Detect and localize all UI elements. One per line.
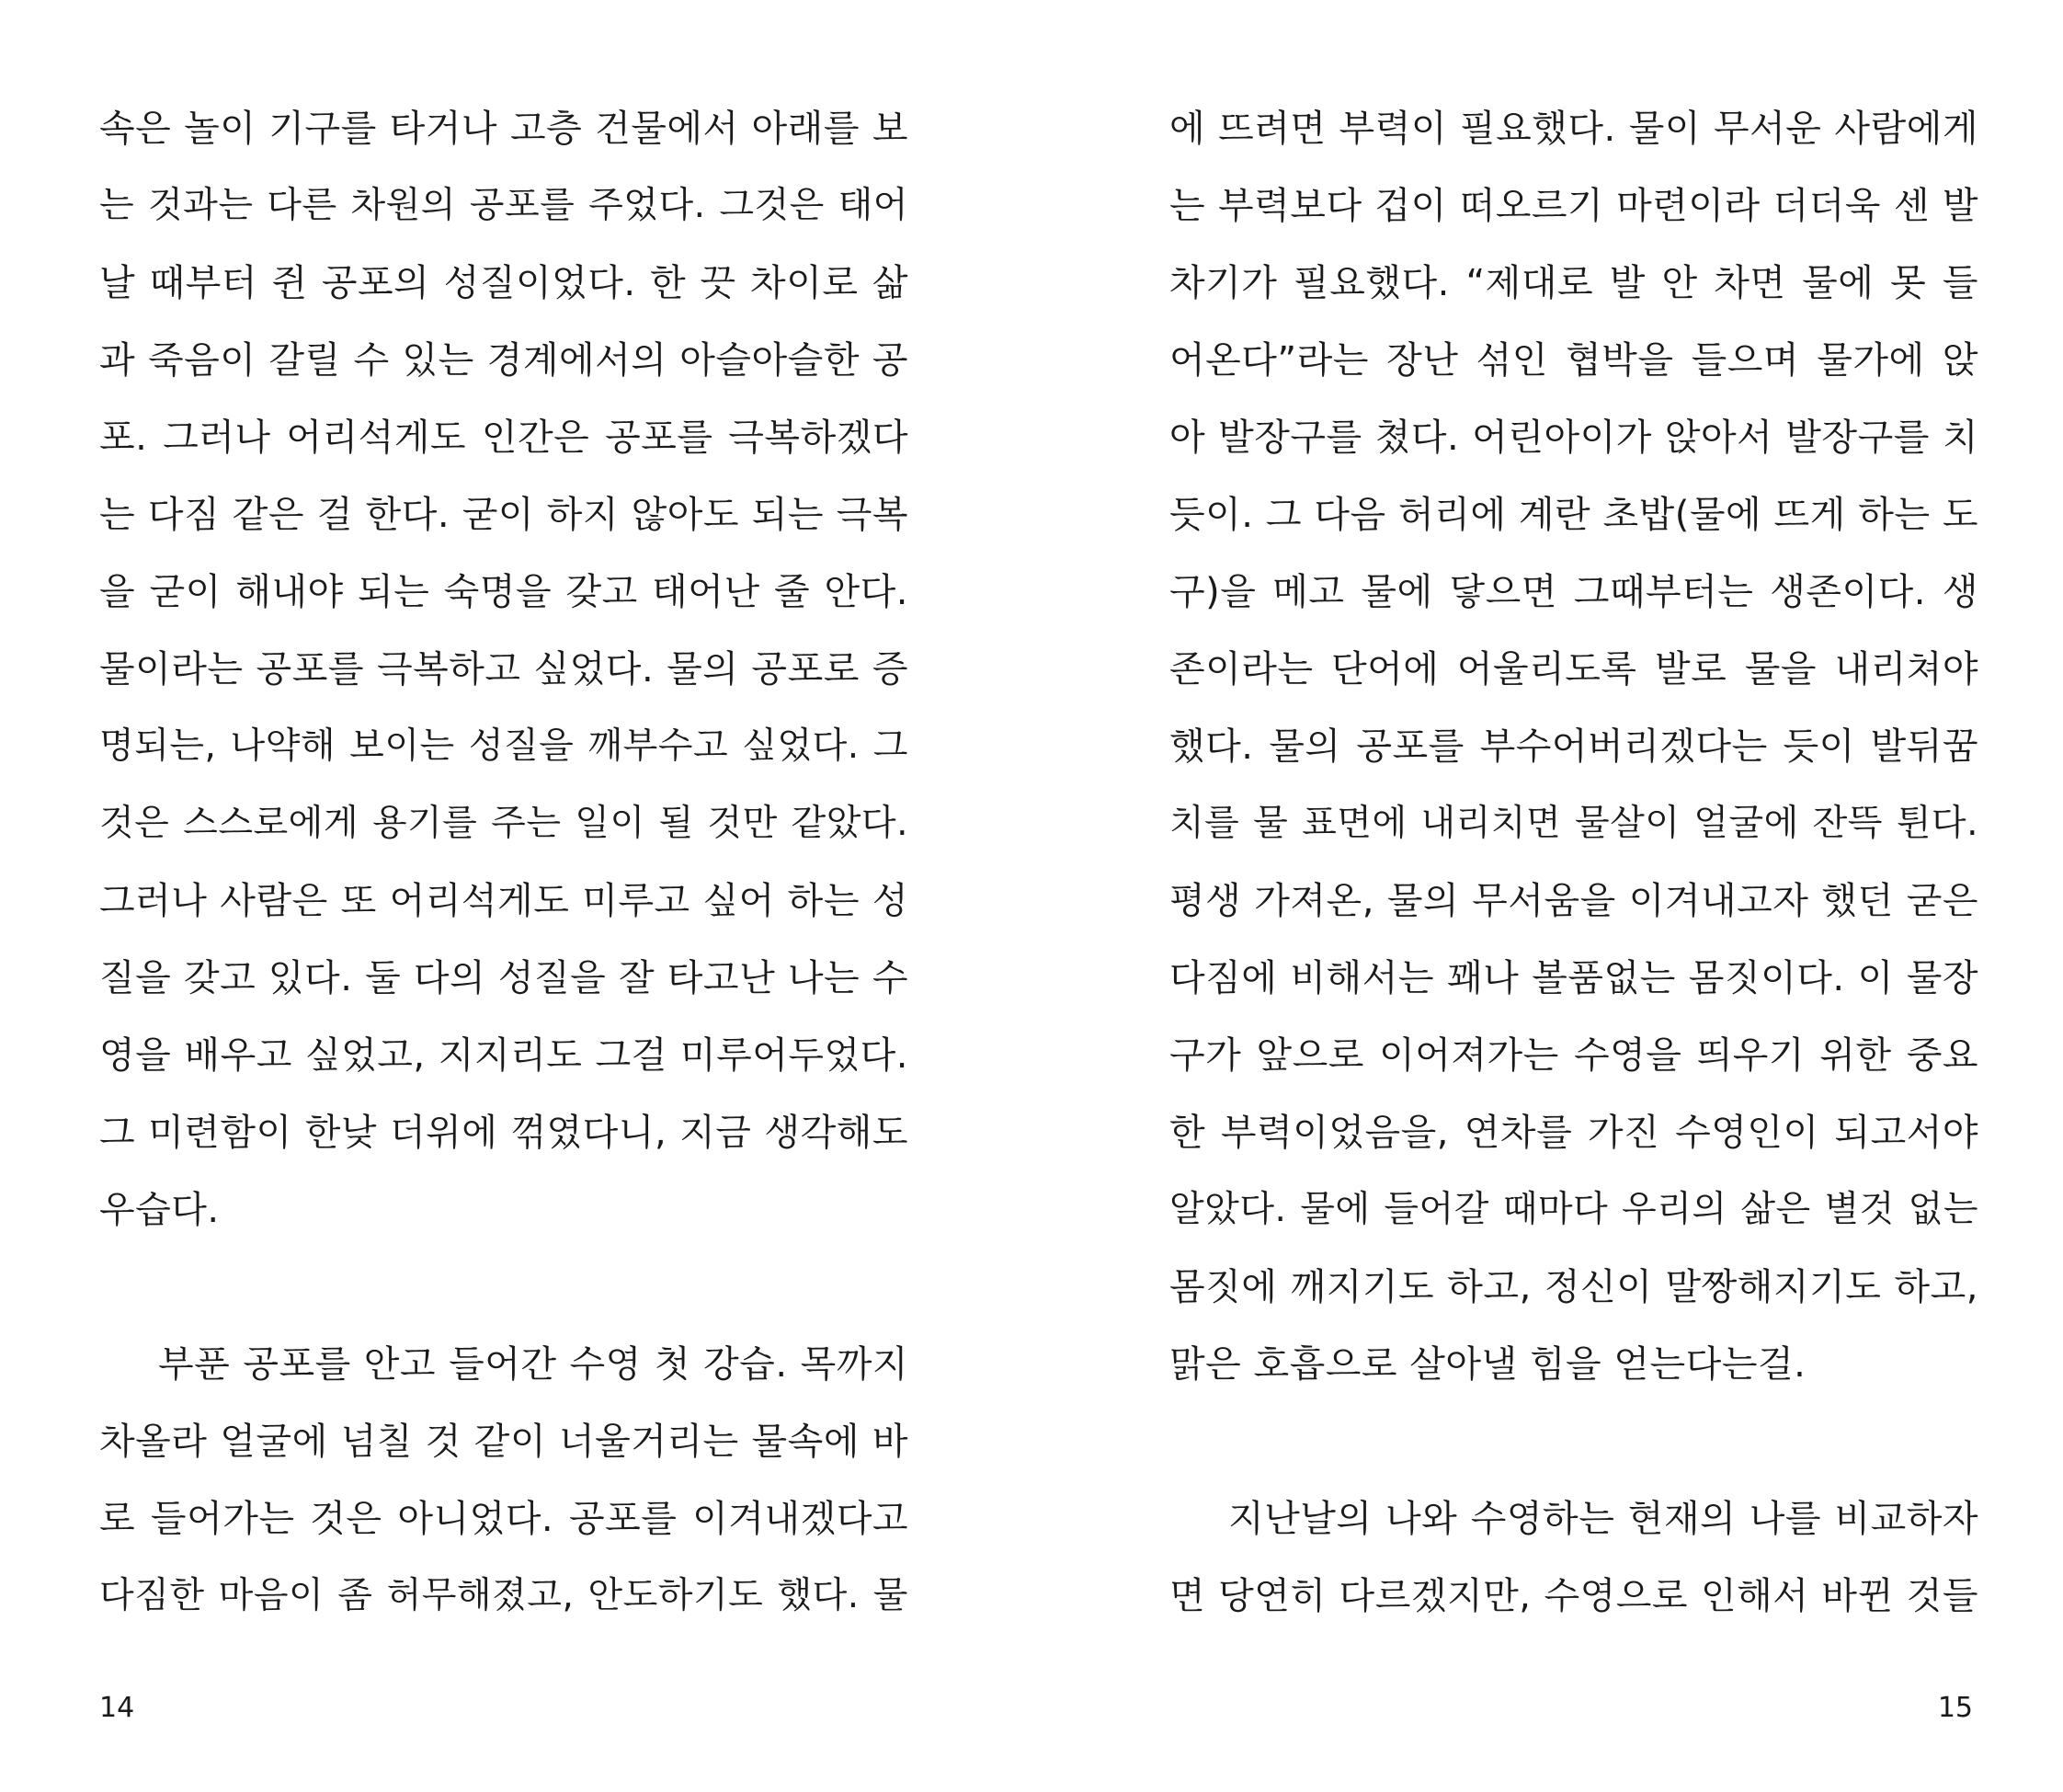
text-line: 차기가 필요했다. “제대로 발 안 차면 물에 못 들 [1169, 262, 1978, 304]
text-line: 평생 가져온, 물의 무서움을 이겨내고자 했던 굳은 [1169, 880, 1978, 922]
text-line: 구가 앞으로 이어져가는 수영을 띄우기 위한 중요 [1169, 1034, 1978, 1077]
text-line: 로 들어가는 것은 아니었다. 공포를 이겨내겠다고 [99, 1498, 908, 1540]
text-line: 는 것과는 다른 차원의 공포를 주었다. 그것은 태어 [99, 185, 908, 226]
text-line: 알았다. 물에 들어갈 때마다 우리의 삶은 별것 없는 [1169, 1189, 1978, 1230]
text-line: 날 때부터 쥔 공포의 성질이었다. 한 끗 차이로 삶 [99, 262, 908, 304]
text-line: 영을 배우고 싶었고, 지지리도 그걸 미루어두었다. [99, 1034, 908, 1077]
paragraph-gap [1169, 1403, 1978, 1480]
page-number: 14 [99, 1692, 135, 1724]
text-line: 포. 그러나 어리석게도 인간은 공포를 극복하겠다 [99, 417, 908, 459]
page-number: 15 [1937, 1692, 1973, 1724]
paragraph [1169, 1480, 1978, 1635]
right-page [1032, 0, 2063, 1792]
text-line: 부푼 공포를 안고 들어간 수영 첫 강습. 목까지 [158, 1343, 908, 1386]
text-line: 존이라는 단어에 어울리도록 발로 물을 내리쳐야 [1169, 648, 1978, 691]
text-line: 속은 놀이 기구를 타거나 고층 건물에서 아래를 보 [99, 108, 908, 150]
text-line: 어온다”라는 장난 섞인 협박을 들으며 물가에 앉 [1169, 339, 1978, 382]
text-line: 지난날의 나와 수영하는 현재의 나를 비교하자 [1228, 1498, 1978, 1540]
text-line: 다짐한 마음이 좀 허무해졌고, 안도하기도 했다. 물 [99, 1575, 908, 1616]
text-line: 물이라는 공포를 극복하고 싶었다. 물의 공포로 증 [99, 648, 908, 691]
text-line: 에 뜨려면 부력이 필요했다. 물이 무서운 사람에게 [1169, 108, 1978, 150]
text-line: 우습다. [99, 1189, 220, 1231]
text-line: 면 당연히 다르겠지만, 수영으로 인해서 바뀐 것들 [1169, 1575, 1978, 1617]
text-line: 그러나 사람은 또 어리석게도 미루고 싶어 하는 성 [99, 880, 908, 922]
text-line: 질을 갖고 있다. 둘 다의 성질을 잘 타고난 나는 수 [99, 957, 908, 999]
text-line: 치를 물 표면에 내리치면 물살이 얼굴에 잔뜩 튄다. [1169, 803, 1978, 844]
text-line: 한 부력이었음을, 연차를 가진 수영인이 되고서야 [1169, 1112, 1978, 1154]
text-line: 구)을 메고 물에 닿으면 그때부터는 생존이다. 생 [1169, 571, 1978, 613]
paragraph [99, 1326, 908, 1635]
text-line: 그 미련함이 한낮 더위에 꺾였다니, 지금 생각해도 [99, 1112, 908, 1154]
right-page-text [1169, 90, 1978, 1635]
text-line: 는 부력보다 겁이 떠오르기 마련이라 더더욱 센 발 [1169, 185, 1978, 227]
text-line: 을 굳이 해내야 되는 숙명을 갖고 태어난 줄 안다. [99, 571, 908, 613]
text-line: 아 발장구를 쳤다. 어린아이가 앉아서 발장구를 치 [1169, 417, 1978, 459]
text-line: 는 다짐 같은 걸 한다. 굳이 하지 않아도 되는 극복 [99, 494, 908, 536]
text-line: 했다. 물의 공포를 부수어버리겠다는 듯이 발뒤꿈 [1169, 725, 1978, 768]
left-page-text [99, 90, 908, 1635]
paragraph [99, 90, 908, 1249]
text-line: 과 죽음이 갈릴 수 있는 경계에서의 아슬아슬한 공 [99, 339, 908, 382]
text-line: 몸짓에 깨지기도 하고, 정신이 말짱해지기도 하고, [1169, 1266, 1978, 1308]
text-line: 다짐에 비해서는 꽤나 볼품없는 몸짓이다. 이 물장 [1169, 957, 1978, 999]
text-line: 명되는, 나약해 보이는 성질을 깨부수고 싶었다. 그 [99, 725, 908, 767]
text-line: 것은 스스로에게 용기를 주는 일이 될 것만 같았다. [99, 803, 908, 844]
text-line: 차올라 얼굴에 넘칠 것 같이 너울거리는 물속에 바 [99, 1421, 908, 1463]
paragraph-gap [99, 1249, 908, 1326]
text-line: 맑은 호흡으로 살아낼 힘을 얻는다는걸. [1169, 1343, 1807, 1386]
paragraph [1169, 90, 1978, 1403]
text-line: 듯이. 그 다음 허리에 계란 초밥(물에 뜨게 하는 도 [1169, 494, 1978, 536]
